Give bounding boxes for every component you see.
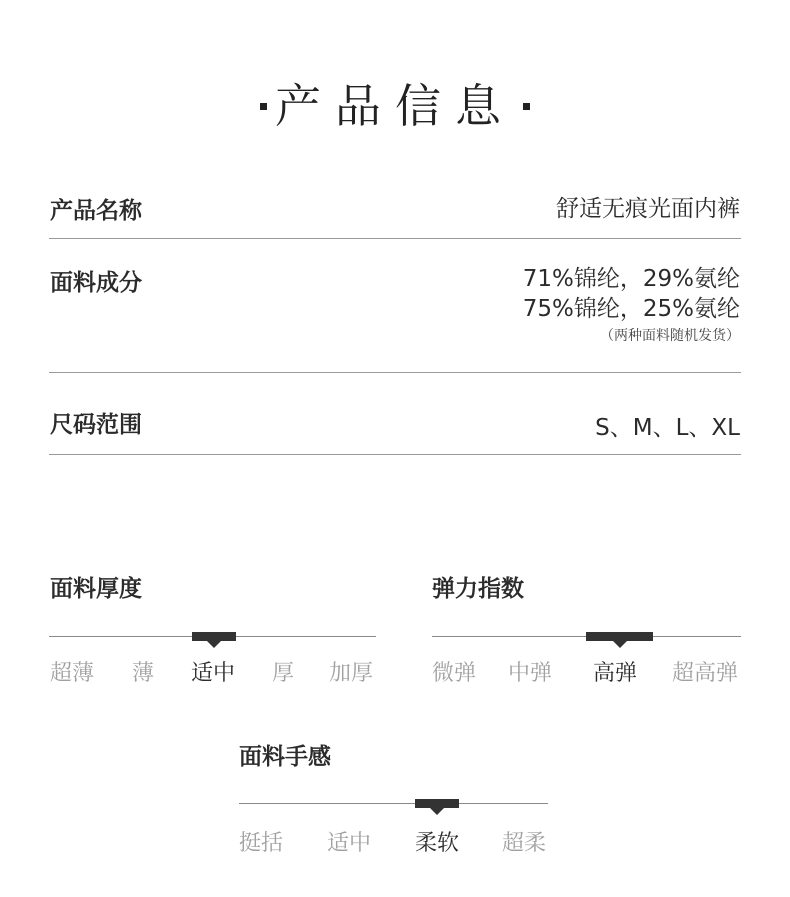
thickness-option: 厚: [272, 661, 295, 686]
fabric-value: [523, 264, 740, 344]
feel-option: 挺括: [239, 831, 284, 856]
feel-title: 面料手感: [239, 744, 331, 770]
thickness-marker: [192, 632, 236, 641]
feel-option-selected: 柔软: [415, 831, 460, 856]
page-title-text: 产品信息: [275, 79, 515, 133]
elasticity-option: 微弹: [432, 661, 477, 686]
fabric-value-1: 71%锦纶，29%氨纶: [522, 266, 740, 292]
elasticity-marker: [586, 632, 653, 641]
feel-option: 适中: [327, 831, 372, 856]
fabric-note: （两种面料随机发货）: [600, 328, 740, 344]
dot-left: [260, 103, 267, 110]
size-label: 尺码范围: [50, 412, 142, 438]
page-title: [0, 70, 790, 136]
fabric-value-2: 75%锦纶，25%氨纶: [522, 296, 740, 322]
fabric-label: 面料成分: [50, 270, 142, 296]
feel-option: 超柔: [502, 831, 547, 856]
thickness-title: 面料厚度: [50, 576, 142, 602]
feel-marker: [415, 799, 459, 808]
divider-3: [49, 454, 741, 455]
elasticity-option: 中弹: [508, 661, 553, 686]
product-name-label: 产品名称: [50, 198, 142, 224]
elasticity-title: 弹力指数: [432, 576, 524, 602]
size-value: S、M、L、XL: [595, 415, 740, 441]
thickness-option-selected: 适中: [191, 661, 236, 686]
elasticity-option-selected: 高弹: [593, 661, 638, 686]
thickness-option: 超薄: [50, 661, 95, 686]
feel-scale-line: [239, 803, 548, 804]
thickness-option: 薄: [132, 661, 155, 686]
thickness-option: 加厚: [329, 661, 374, 686]
dot-right: [523, 103, 530, 110]
elasticity-option: 超高弹: [672, 661, 739, 686]
divider-1: [49, 238, 741, 239]
product-name-value: 舒适无痕光面内裤: [556, 196, 740, 222]
divider-2: [49, 372, 741, 373]
